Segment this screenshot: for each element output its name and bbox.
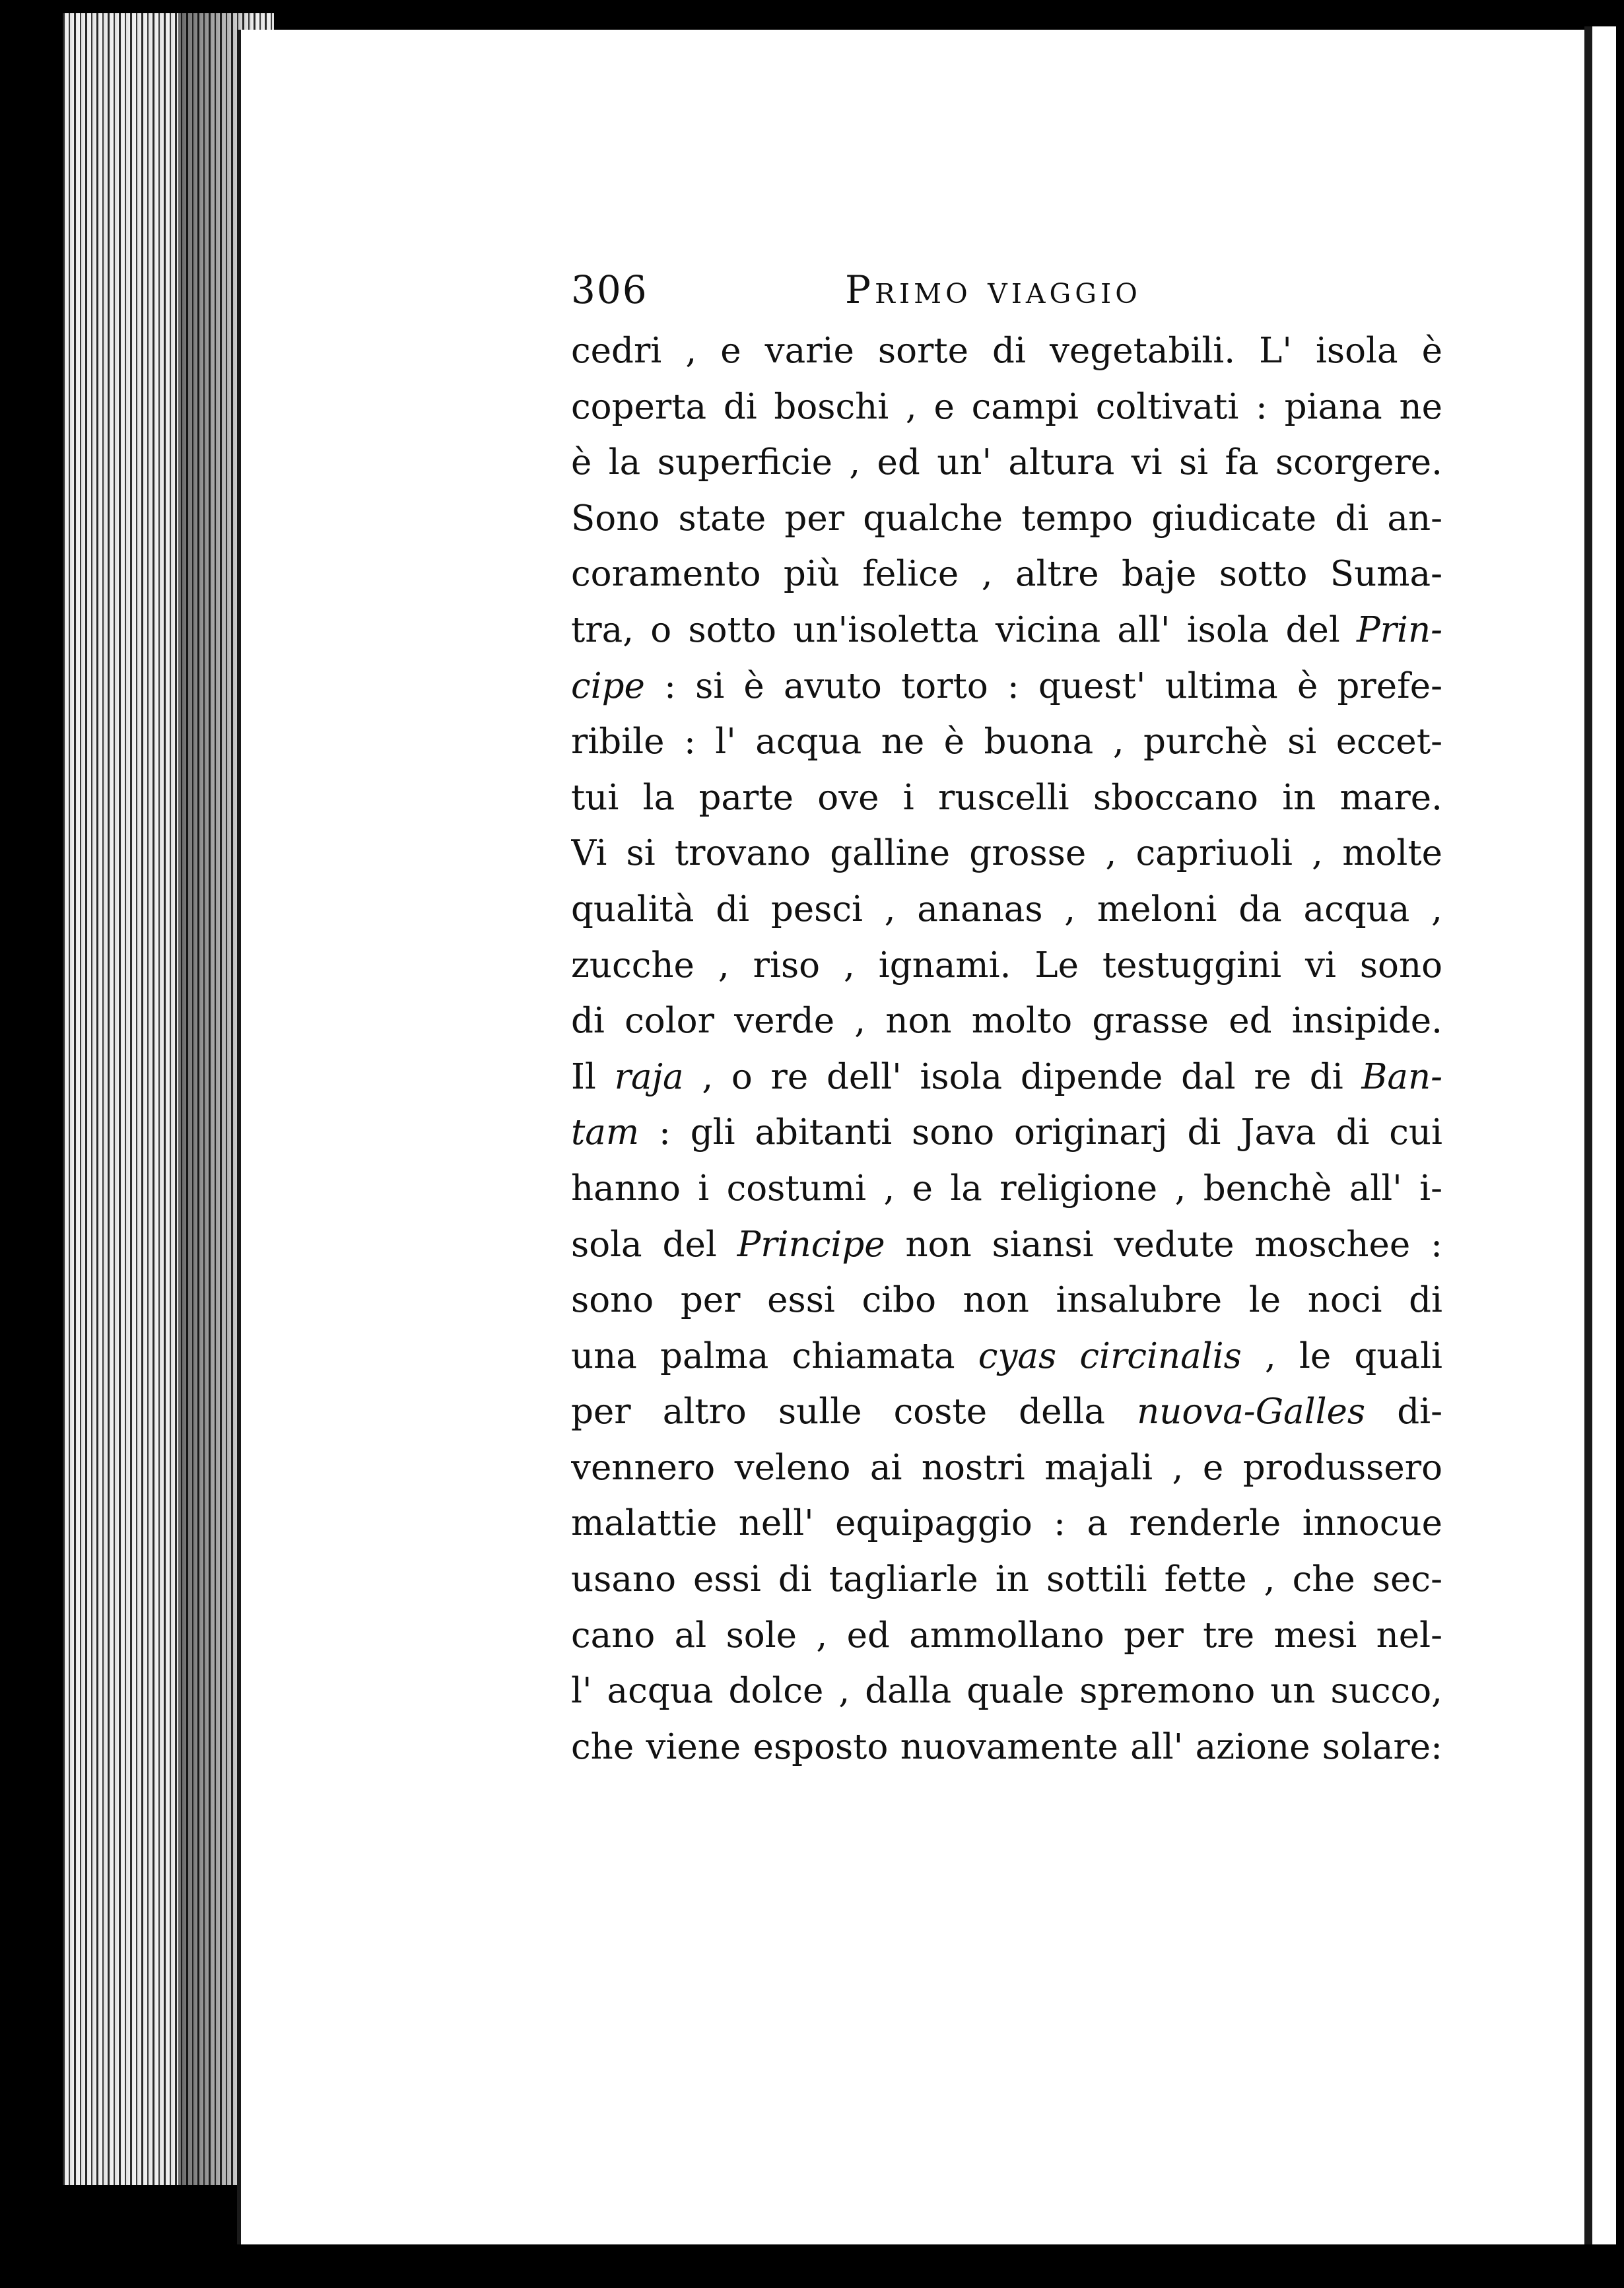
running-head: Primo viaggio bbox=[845, 267, 1141, 312]
text-segment: : gli abitanti sono originarj di Java di cui bbox=[639, 1112, 1442, 1153]
text-segment: hanno i costumi , e la religione , benchè all' i- bbox=[571, 1168, 1442, 1209]
italic-term: cyas circinalis bbox=[978, 1335, 1242, 1376]
text-segment: , o re dell' isola dipende dal re di bbox=[683, 1056, 1362, 1097]
text-segment: ribile : l' acqua ne è buona , purchè si eccet- bbox=[571, 722, 1442, 762]
text-segment: cano al sole , ed ammollano per tre mesi nel- bbox=[571, 1615, 1442, 1656]
text-segment: coramento più felice , altre baje sotto Suma- bbox=[571, 554, 1442, 595]
text-segment: vennero veleno ai nostri majali , e produssero bbox=[571, 1447, 1442, 1488]
text-line bbox=[571, 1608, 1442, 1664]
text-segment: sola del bbox=[571, 1224, 737, 1265]
text-segment: sono per essi cibo non insalubre le noci di bbox=[571, 1280, 1442, 1321]
text-segment: di- bbox=[1365, 1392, 1442, 1432]
italic-term: Ban- bbox=[1361, 1056, 1442, 1097]
text-line bbox=[571, 1105, 1442, 1161]
text-segment: di color verde , non molto grasse ed insipide. bbox=[571, 1001, 1442, 1042]
text-segment: , le quali bbox=[1241, 1335, 1442, 1376]
page-header bbox=[571, 267, 1442, 327]
text-line bbox=[571, 323, 1442, 380]
text-segment: : si è avuto torto : quest' ultima è prefe- bbox=[644, 665, 1442, 706]
text-segment: che viene esposto nuovamente all' azione solare: bbox=[571, 1726, 1442, 1767]
text-line bbox=[571, 993, 1442, 1050]
text-segment: qualità di pesci , ananas , meloni da acqua , bbox=[571, 889, 1442, 929]
text-line bbox=[571, 1496, 1442, 1552]
text-line bbox=[571, 826, 1442, 882]
text-line bbox=[571, 1664, 1442, 1720]
text-line bbox=[571, 1273, 1442, 1329]
italic-term: tam bbox=[571, 1112, 640, 1153]
italic-term: nuova-Galles bbox=[1137, 1392, 1366, 1432]
text-segment: Vi si trovano galline grosse , capriuoli , molte bbox=[571, 833, 1442, 874]
text-line bbox=[571, 1440, 1442, 1497]
text-line bbox=[571, 770, 1442, 826]
text-line bbox=[571, 603, 1442, 659]
text-segment: Il bbox=[571, 1056, 615, 1097]
text-segment: usano essi di tagliarle in sottili fette , che sec- bbox=[571, 1559, 1442, 1600]
text-segment: coperta di boschi , e campi coltivati : piana ne bbox=[571, 386, 1442, 427]
text-segment: malattie nell' equipaggio : a renderle innocue bbox=[571, 1503, 1442, 1544]
italic-term: Principe bbox=[737, 1224, 885, 1265]
italic-term: cipe bbox=[571, 665, 645, 706]
text-line bbox=[571, 714, 1442, 770]
text-segment: tui la parte ove i ruscelli sboccano in mare. bbox=[571, 777, 1442, 818]
text-segment: cedri , e varie sorte di vegetabili. L' isola è bbox=[571, 331, 1442, 371]
text-line bbox=[571, 1720, 1442, 1776]
text-line bbox=[571, 491, 1442, 547]
text-line bbox=[571, 1552, 1442, 1608]
text-line bbox=[571, 435, 1442, 491]
body-text bbox=[571, 323, 1442, 1775]
page-gutter-shadow bbox=[178, 13, 251, 2211]
text-line bbox=[571, 547, 1442, 603]
italic-term: Prin- bbox=[1357, 609, 1442, 650]
page-number: 306 bbox=[571, 267, 648, 312]
text-segment: una palma chiamata bbox=[571, 1335, 978, 1376]
text-line bbox=[571, 1329, 1442, 1385]
text-line bbox=[571, 659, 1442, 715]
text-line bbox=[571, 938, 1442, 994]
text-segment: tra, o sotto un'isoletta vicina all' isola del bbox=[571, 609, 1357, 650]
text-segment: per altro sulle coste della bbox=[571, 1392, 1137, 1432]
text-line bbox=[571, 380, 1442, 436]
text-line bbox=[571, 1217, 1442, 1273]
text-segment: l' acqua dolce , dalla quale spremono un succo, bbox=[571, 1671, 1442, 1712]
text-line bbox=[571, 1161, 1442, 1217]
text-segment: non siansi vedute moschee : bbox=[885, 1224, 1442, 1265]
book-right-edge bbox=[1584, 26, 1624, 2244]
text-segment: è la superficie , ed un' altura vi si fa scorgere. bbox=[571, 442, 1442, 483]
text-line bbox=[571, 882, 1442, 938]
italic-term: raja bbox=[614, 1056, 684, 1097]
text-line bbox=[571, 1384, 1442, 1440]
text-segment: zucche , riso , ignami. Le testuggini vi sono bbox=[571, 945, 1442, 986]
text-line bbox=[571, 1050, 1442, 1106]
text-segment: Sono state per qualche tempo giudicate di an- bbox=[571, 498, 1442, 539]
